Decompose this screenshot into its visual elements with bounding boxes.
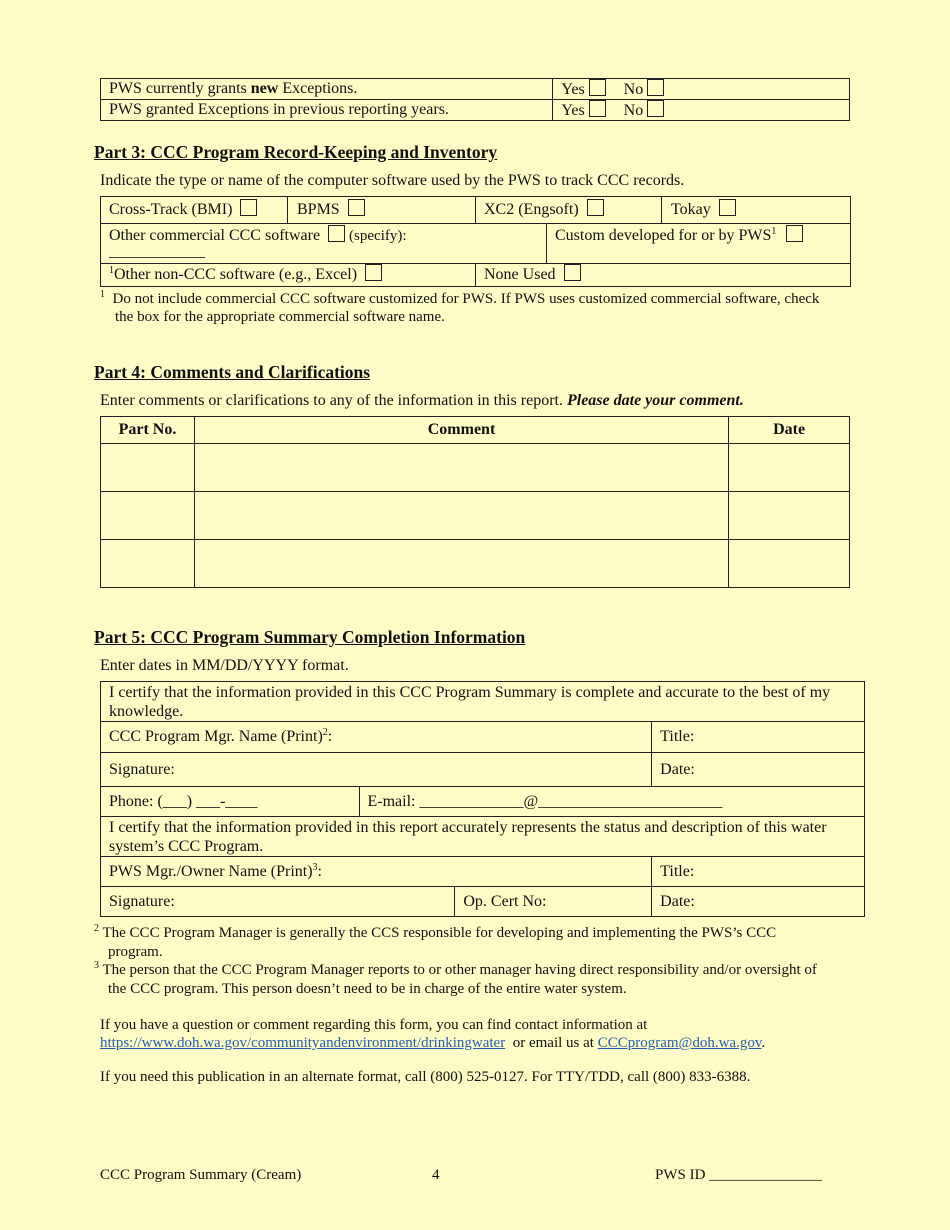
xc2-checkbox[interactable] bbox=[587, 199, 604, 216]
exception-new-no-checkbox[interactable] bbox=[647, 79, 664, 96]
col-comment: Comment bbox=[194, 417, 728, 444]
date-cell[interactable] bbox=[729, 540, 850, 588]
part-no-cell[interactable] bbox=[101, 540, 195, 588]
part4-heading: Part 4: Comments and Clarifications bbox=[94, 362, 371, 382]
opt-crosstrack: Cross-Track (BMI) bbox=[109, 199, 257, 219]
mgr-signature-field[interactable]: Signature: bbox=[101, 753, 652, 787]
table-row bbox=[101, 722, 865, 753]
table-row bbox=[101, 787, 865, 817]
table-row bbox=[101, 100, 850, 121]
alternate-format-note: If you need this publication in an alternate format, call (800) 525-0127. For TTY/TDD, call (800) 833-6388. bbox=[100, 1069, 751, 1085]
part4-intro: Enter comments or clarifications to any of the information in this report. Please date your comment. bbox=[100, 392, 744, 409]
contact-info: If you have a question or comment regarding this form, you can find contact information at https://www.doh.wa.gov/communityandenvironment/drinkingwater or email us at CCCprogram@doh.wa.gov. bbox=[100, 1017, 766, 1051]
part3-heading: Part 3: CCC Program Record-Keeping and Inventory bbox=[94, 142, 498, 162]
exception-new-yes-checkbox[interactable] bbox=[589, 79, 606, 96]
completion-table bbox=[100, 681, 865, 917]
part5-footnotes: $^2$ The CCC Program Manager is generally the CCS responsible for developing and implementing the PWS’s CCC program. $^3$ The person that the CCC Program Manager reports to or other manager having direct responsibility and/or oversight of the CCC program. This person doesn’t need to be in charge of the entire water system. bbox=[94, 923, 817, 997]
other-commercial-checkbox[interactable] bbox=[328, 225, 345, 242]
opt-noncc: $^1$Other non-CCC software (e.g., Excel) bbox=[109, 264, 382, 284]
bpms-checkbox[interactable] bbox=[348, 199, 365, 216]
crosstrack-checkbox[interactable] bbox=[240, 199, 257, 216]
certify-statement-2: I certify that the information provided in this report accurately represents the status and description of this water system’s CCC Program. bbox=[101, 817, 865, 857]
opt-xc2: XC2 (Engsoft) bbox=[484, 199, 604, 219]
mgr-date-field[interactable]: Date: bbox=[652, 753, 865, 787]
table-row bbox=[101, 753, 865, 787]
col-part-no: Part No. bbox=[101, 417, 195, 444]
opt-bpms: BPMS bbox=[297, 199, 365, 219]
footer-title: CCC Program Summary (Cream) bbox=[100, 1167, 302, 1183]
owner-signature-field[interactable]: Signature: bbox=[101, 887, 455, 917]
mgr-title-field[interactable]: Title: bbox=[652, 722, 865, 753]
owner-date-field[interactable]: Date: bbox=[652, 887, 865, 917]
exception-previous-no-checkbox[interactable] bbox=[647, 100, 664, 117]
yes-label: Yes bbox=[561, 81, 585, 98]
table-row bbox=[101, 540, 850, 588]
part3-intro: Indicate the type or name of the computer software used by the PWS to track CCC records. bbox=[100, 172, 685, 189]
phone-field[interactable]: Phone: (___) ___-____ bbox=[101, 787, 360, 817]
noncc-checkbox[interactable] bbox=[365, 264, 382, 281]
page-number: 4 bbox=[432, 1167, 440, 1183]
op-cert-field[interactable]: Op. Cert No: bbox=[455, 887, 652, 917]
software-grid bbox=[100, 196, 851, 287]
table-header-row bbox=[101, 417, 850, 444]
exception-previous-label: PWS granted Exceptions in previous reporting years. bbox=[101, 100, 553, 121]
table-row bbox=[101, 817, 865, 857]
email-field[interactable]: E-mail: _____________@_______________________ bbox=[359, 787, 865, 817]
date-cell[interactable] bbox=[729, 492, 850, 540]
comment-cell[interactable] bbox=[194, 444, 728, 492]
certify-statement-1: I certify that the information provided in this CCC Program Summary is complete and accurate to the best of my knowledge. bbox=[101, 682, 865, 722]
website-link[interactable]: https://www.doh.wa.gov/communityandenvironment/drinkingwater bbox=[100, 1035, 506, 1051]
opt-custom: Custom developed for or by PWS$^1$ bbox=[555, 225, 803, 245]
owner-name-field[interactable]: PWS Mgr./Owner Name (Print)$^3$: bbox=[101, 857, 652, 887]
none-used-checkbox[interactable] bbox=[564, 264, 581, 281]
col-date: Date bbox=[729, 417, 850, 444]
no-label: No bbox=[623, 81, 644, 98]
table-row bbox=[101, 682, 865, 722]
part3-footnote: $^1$ Do not include commercial CCC software customized for PWS. If PWS uses customized commercial software, check the box for the appropriate commercial software name. bbox=[100, 289, 820, 325]
email-link[interactable]: CCCprogram@doh.wa.gov bbox=[597, 1035, 762, 1051]
no-label: No bbox=[623, 102, 644, 119]
comment-cell[interactable] bbox=[194, 540, 728, 588]
other-commercial-specify-field[interactable]: ____________ bbox=[109, 243, 205, 260]
table-row bbox=[101, 887, 865, 917]
date-cell[interactable] bbox=[729, 444, 850, 492]
exceptions-table bbox=[100, 78, 850, 121]
table-row bbox=[101, 444, 850, 492]
table-row bbox=[101, 79, 850, 100]
part5-heading: Part 5: CCC Program Summary Completion Information bbox=[94, 627, 526, 647]
yes-label: Yes bbox=[561, 102, 585, 119]
opt-tokay: Tokay bbox=[671, 199, 736, 219]
opt-other-commercial: Other commercial CCC software (specify): bbox=[109, 227, 407, 244]
custom-checkbox[interactable] bbox=[786, 225, 803, 242]
owner-title-field[interactable]: Title: bbox=[652, 857, 865, 887]
pws-id-field[interactable]: PWS ID _______________ bbox=[655, 1167, 822, 1183]
part5-intro: Enter dates in MM/DD/YYYY format. bbox=[100, 657, 349, 674]
exception-new-label: PWS currently grants new Exceptions. bbox=[101, 79, 553, 100]
table-row bbox=[101, 857, 865, 887]
comment-cell[interactable] bbox=[194, 492, 728, 540]
opt-none: None Used bbox=[484, 264, 581, 284]
comments-table bbox=[100, 416, 850, 588]
part-no-cell[interactable] bbox=[101, 444, 195, 492]
mgr-name-field[interactable]: CCC Program Mgr. Name (Print)$^2$: bbox=[101, 722, 652, 753]
exception-previous-yes-checkbox[interactable] bbox=[589, 100, 606, 117]
part-no-cell[interactable] bbox=[101, 492, 195, 540]
table-row bbox=[101, 492, 850, 540]
tokay-checkbox[interactable] bbox=[719, 199, 736, 216]
